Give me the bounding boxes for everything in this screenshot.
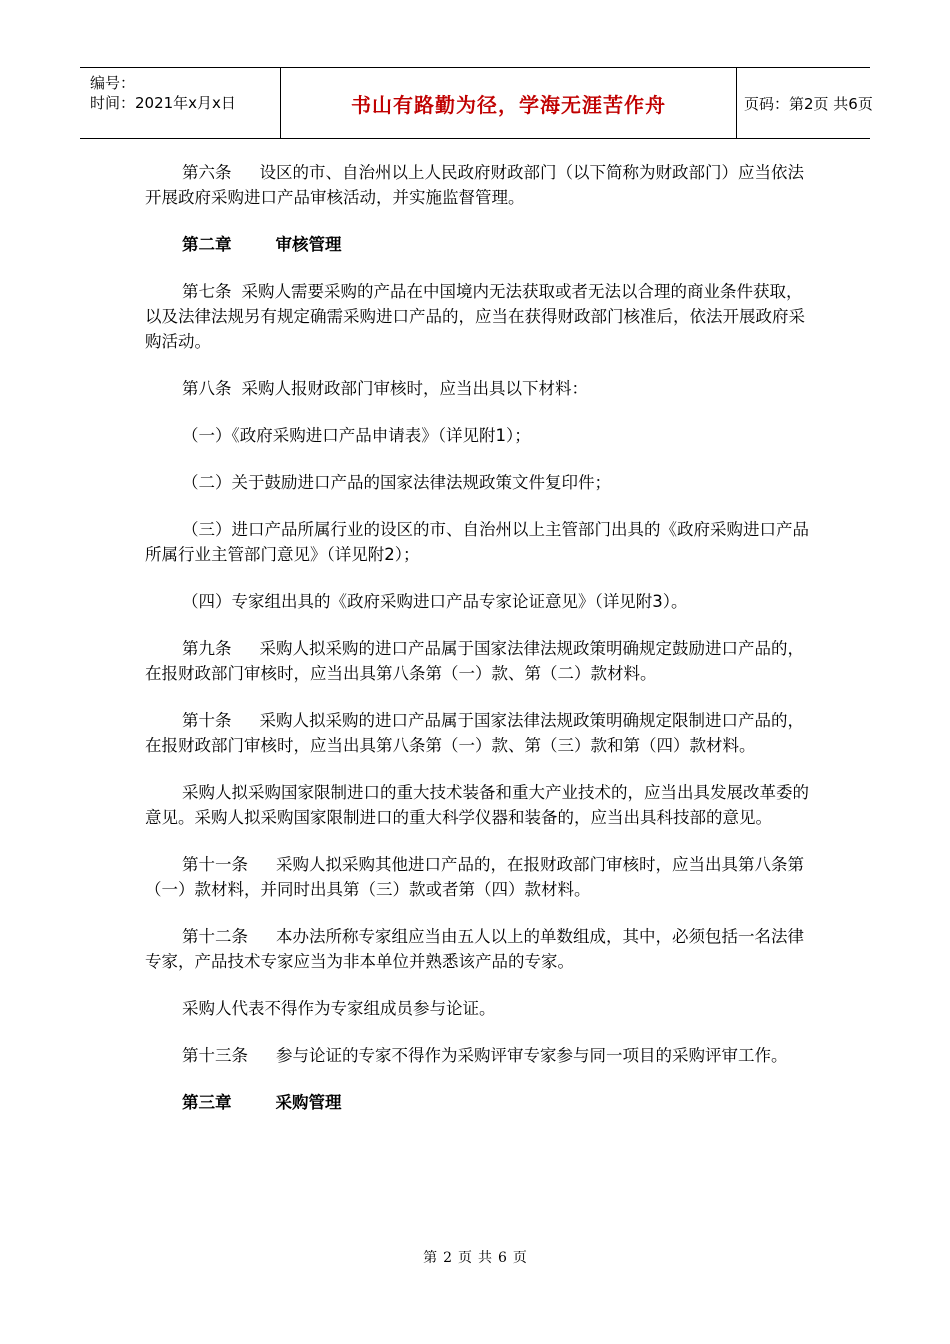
article-text: 参与论证的专家不得作为采购评审专家参与同一项目的采购评审工作。 xyxy=(276,1046,788,1065)
header-motto: 书山有路勤为径，学海无涯苦作舟 xyxy=(351,92,666,117)
header-info-cell xyxy=(80,68,280,138)
document-number-label: 编号： xyxy=(90,74,136,92)
page-footer xyxy=(0,1247,950,1267)
article-text: 设区的市、自治州以上人民政府财政部门（以下简称为财政部门）应当依法开展政府采购进口产品审核活动，并实施监督管理。 xyxy=(145,163,804,207)
chapter-3-heading xyxy=(145,1090,810,1115)
header-page-cell xyxy=(736,68,878,138)
article-6 xyxy=(145,160,810,210)
article-7 xyxy=(145,279,810,354)
article-12-paragraph-2: 采购人代表不得作为专家组成员参与论证。 xyxy=(182,999,496,1018)
article-10-paragraph-2: 采购人拟采购国家限制进口的重大技术装备和重大产业技术的，应当出具发展改革委的意见。采购人拟采购国家限制进口的重大科学仪器和装备的，应当出具科技部的意见。 xyxy=(145,783,809,827)
article-13 xyxy=(145,1043,810,1068)
article-number: 第十二条 xyxy=(182,927,248,946)
chapter-title: 审核管理 xyxy=(275,235,342,254)
article-text: 采购人拟采购的进口产品属于国家法律法规政策明确规定鼓励进口产品的，在报财政部门审核时，应当出具第八条第（一）款、第（二）款材料。 xyxy=(145,639,804,683)
footer-ye: 页 xyxy=(458,1250,472,1266)
footer-di: 第 xyxy=(423,1250,438,1266)
article-number: 第六条 xyxy=(182,163,232,182)
article-11 xyxy=(145,852,810,902)
document-body xyxy=(145,158,810,1115)
article-10 xyxy=(145,708,810,758)
article-number: 第九条 xyxy=(182,639,232,658)
footer-gong: 共 xyxy=(478,1250,492,1266)
list-item-2: （二）关于鼓励进口产品的国家法律法规政策文件复印件； xyxy=(182,473,611,492)
article-number: 第十条 xyxy=(182,711,232,730)
footer-ye2: 页 xyxy=(512,1250,527,1266)
header-page-number: 页码：第2页 共6页 xyxy=(744,94,873,113)
list-item-1: （一）《政府采购进口产品申请表》（详见附1）； xyxy=(182,426,531,445)
article-8 xyxy=(145,376,810,401)
article-text: 本办法所称专家组应当由五人以上的单数组成，其中，必须包括一名法律专家，产品技术专家应当为非本单位并熟悉该产品的专家。 xyxy=(145,927,804,971)
article-text: 采购人需要采购的产品在中国境内无法获取或者无法以合理的商业条件获取，以及法律法规另有规定确需采购进口产品的，应当在获得财政部门核准后，依法开展政府采购活动。 xyxy=(145,282,805,351)
list-item-4: （四）专家组出具的《政府采购进口产品专家论证意见》（详见附3）。 xyxy=(182,592,688,611)
article-9 xyxy=(145,636,810,686)
footer-page-number: 2 xyxy=(443,1250,452,1266)
article-text: 采购人报财政部门审核时，应当出具以下材料： xyxy=(241,379,588,398)
document-date-label: 时间：2021年x月x日 xyxy=(90,94,236,112)
chapter-number: 第三章 xyxy=(182,1093,232,1112)
chapter-title: 采购管理 xyxy=(275,1093,342,1112)
article-number: 第八条 xyxy=(182,379,232,398)
list-item-3: （三）进口产品所属行业的设区的市、自治州以上主管部门出具的《政府采购进口产品所属行业主管部门意见》（详见附2）； xyxy=(145,520,809,564)
chapter-number: 第二章 xyxy=(182,235,232,254)
article-number: 第十三条 xyxy=(182,1046,248,1065)
article-number: 第十一条 xyxy=(182,855,248,874)
header-motto-cell xyxy=(280,68,737,138)
article-12 xyxy=(145,924,810,974)
article-number: 第七条 xyxy=(182,282,232,301)
article-text: 采购人拟采购其他进口产品的，在报财政部门审核时，应当出具第八条第（一）款材料，并同时出具第（三）款或者第（四）款材料。 xyxy=(145,855,804,899)
chapter-2-heading xyxy=(145,232,810,257)
page-header xyxy=(80,67,873,139)
article-text: 采购人拟采购的进口产品属于国家法律法规政策明确规定限制进口产品的，在报财政部门审核时，应当出具第八条第（一）款、第（三）款和第（四）款材料。 xyxy=(145,711,804,755)
footer-total-pages: 6 xyxy=(498,1250,507,1266)
